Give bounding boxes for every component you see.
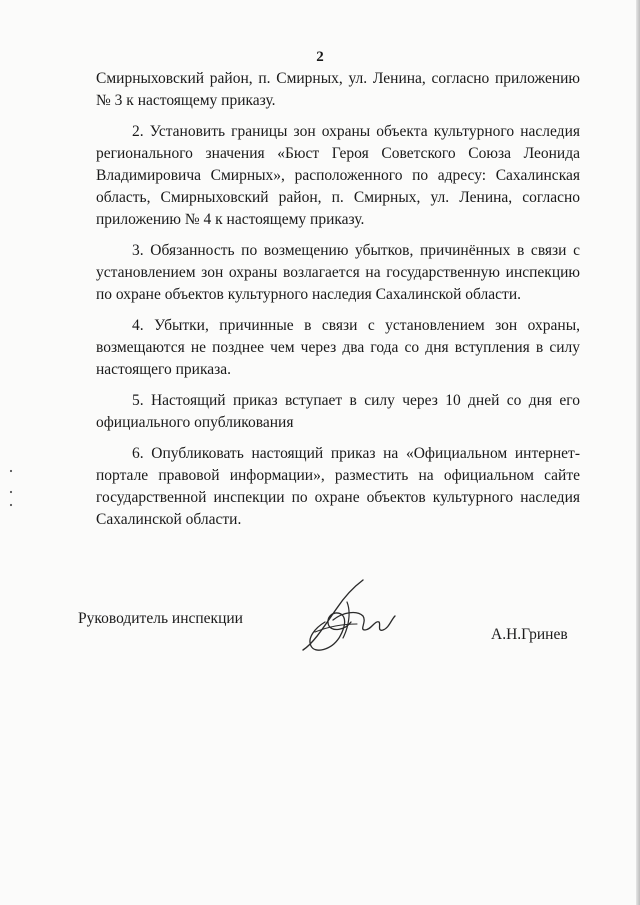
handwritten-signature xyxy=(285,572,405,662)
paragraph-item-2: 2. Установить границы зон охраны объекта культурного наследия регионального значения «Бюст Героя Советского Союза Леонида Владимировича Смирных», расположенного по адресу: Сахалинская область, Смирныховский район, п. Смирных, ул. Ленина, согласно приложению № 4 к настоящему приказу. xyxy=(96,123,580,228)
paragraph-continuation: Смирныховский район, п. Смирных, ул. Ленина, согласно приложению № 3 к настоящему приказу. xyxy=(96,70,580,109)
signatory-name: А.Н.Гринев xyxy=(491,626,568,643)
paragraph-item-6: 6. Опубликовать настоящий приказ на «Официальном интернет-портале правовой информации», разместить на официальном сайте государственной инспекции по охране объектов культурного наследия Сахалинской области. xyxy=(96,445,580,528)
margin-scan-marks xyxy=(8,468,16,518)
page-number: 2 xyxy=(316,49,324,65)
paragraph-item-3: 3. Обязанность по возмещению убытков, причинённых в связи с установлением зон охраны возлагается на государственную инспекцию по охране объектов культурного наследия Сахалинской области. xyxy=(96,242,580,303)
paragraph-item-5: 5. Настоящий приказ вступает в силу через 10 дней со дня его официального опубликования xyxy=(96,392,580,431)
document-body xyxy=(96,68,580,540)
scan-edge-shadow xyxy=(636,0,640,905)
paragraph-item-4: 4. Убытки, причинные в связи с установлением зон охраны, возмещаются не позднее чем через два года со дня вступления в силу настоящего приказа. xyxy=(96,317,580,378)
signatory-role: Руководитель инспекции xyxy=(78,610,243,627)
